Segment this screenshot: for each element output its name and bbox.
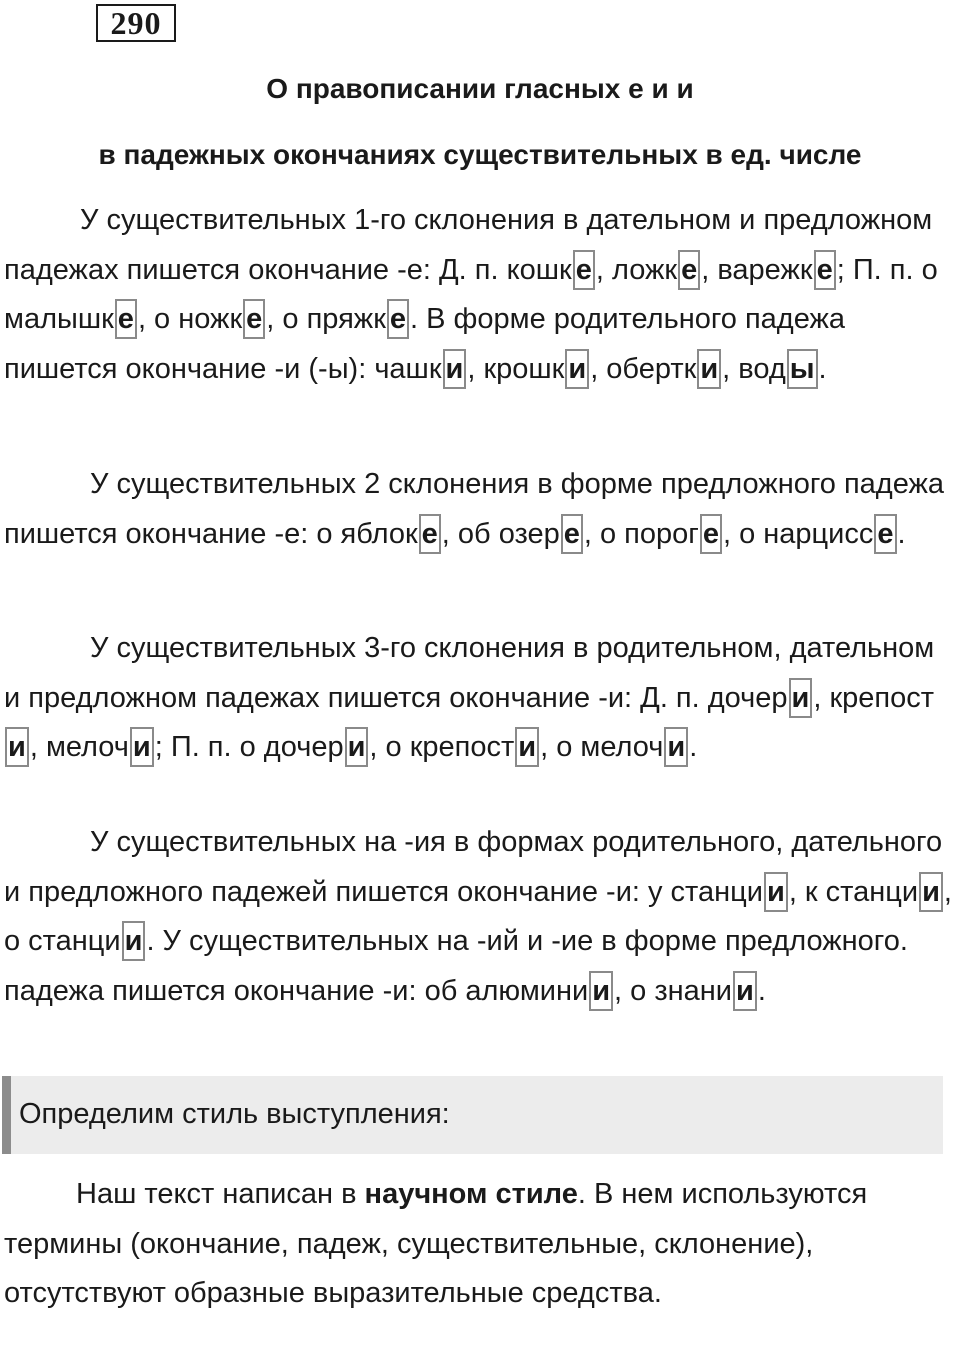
paragraph-1st-declension: У существительных 1-го склонения в дательном и предложном падежах пишется окончание -е: Д. п. кошк е , ложк е , варежк е ; П. п. о малышк е , о ножк е , о пряжк е . В форме родительного падежа пишется окончание -и (-ы): чашк и , крошк и , обертк и , вод ы . bbox=[4, 196, 956, 394]
ending-box: и bbox=[664, 727, 688, 767]
ending-box: и bbox=[5, 727, 29, 767]
paragraph-3rd-declension: У существительных 3-го склонения в родительном, дательном и предложном падежах пишется окончание -и: Д. п. дочер и , крепости , мелоч и ; П. п. о дочер и , о крепост и , о мелоч и . bbox=[4, 624, 956, 773]
ending-box: и bbox=[345, 727, 369, 767]
ending-box: е bbox=[814, 250, 836, 290]
ending-box: е bbox=[678, 250, 700, 290]
paragraph-2nd-declension: У существительных 2 склонения в форме предложного падежа пишется окончание -е: о яблок е , об озер е , о порог е , о нарцисс е . bbox=[4, 460, 956, 559]
ending-box: и bbox=[919, 872, 943, 912]
conclusion-paragraph: Наш текст написан в научном стиле. В нем используются термины (окончание, падеж, существительные, склонение), отсутствуют образные выразительные средства. bbox=[4, 1178, 868, 1309]
ending-box: е bbox=[874, 514, 896, 554]
ending-box: ы bbox=[787, 349, 818, 389]
exercise-number: 290 bbox=[96, 4, 176, 42]
ending-box: и bbox=[122, 921, 146, 961]
style-term: научном стиле bbox=[364, 1178, 578, 1210]
section-heading-band bbox=[2, 1076, 943, 1154]
ending-box: и bbox=[789, 678, 813, 718]
ending-box: и bbox=[515, 727, 539, 767]
ending-box: е bbox=[387, 299, 409, 339]
ending-box: е bbox=[573, 250, 595, 290]
ending-box: и bbox=[697, 349, 721, 389]
title-line-1: О правописании гласных е и и bbox=[266, 73, 694, 104]
paragraph-ia-nouns: У существительных на -ия в формах родительного, дательного и предложного падежей пишется окончание -и: у станци и , к станци и , о станци и . У существительных на -ий и -ие в форме предложного. падежа пишется окончание -и: об алюмини и , о знани и . bbox=[4, 818, 956, 1016]
ending-box: е bbox=[419, 514, 441, 554]
title-line-2: в падежных окончаниях существительных в ед. числе bbox=[98, 139, 862, 170]
ending-box: и bbox=[733, 971, 757, 1011]
ending-box: е bbox=[115, 299, 137, 339]
ending-box: и bbox=[589, 971, 613, 1011]
ending-box: и bbox=[565, 349, 589, 389]
ending-box: е bbox=[700, 514, 722, 554]
ending-box: и bbox=[130, 727, 154, 767]
ending-box: е bbox=[243, 299, 265, 339]
ending-box: и bbox=[443, 349, 467, 389]
ending-box: е bbox=[561, 514, 583, 554]
ending-box: и bbox=[764, 872, 788, 912]
section-heading: Определим стиль выступления: bbox=[19, 1098, 450, 1130]
